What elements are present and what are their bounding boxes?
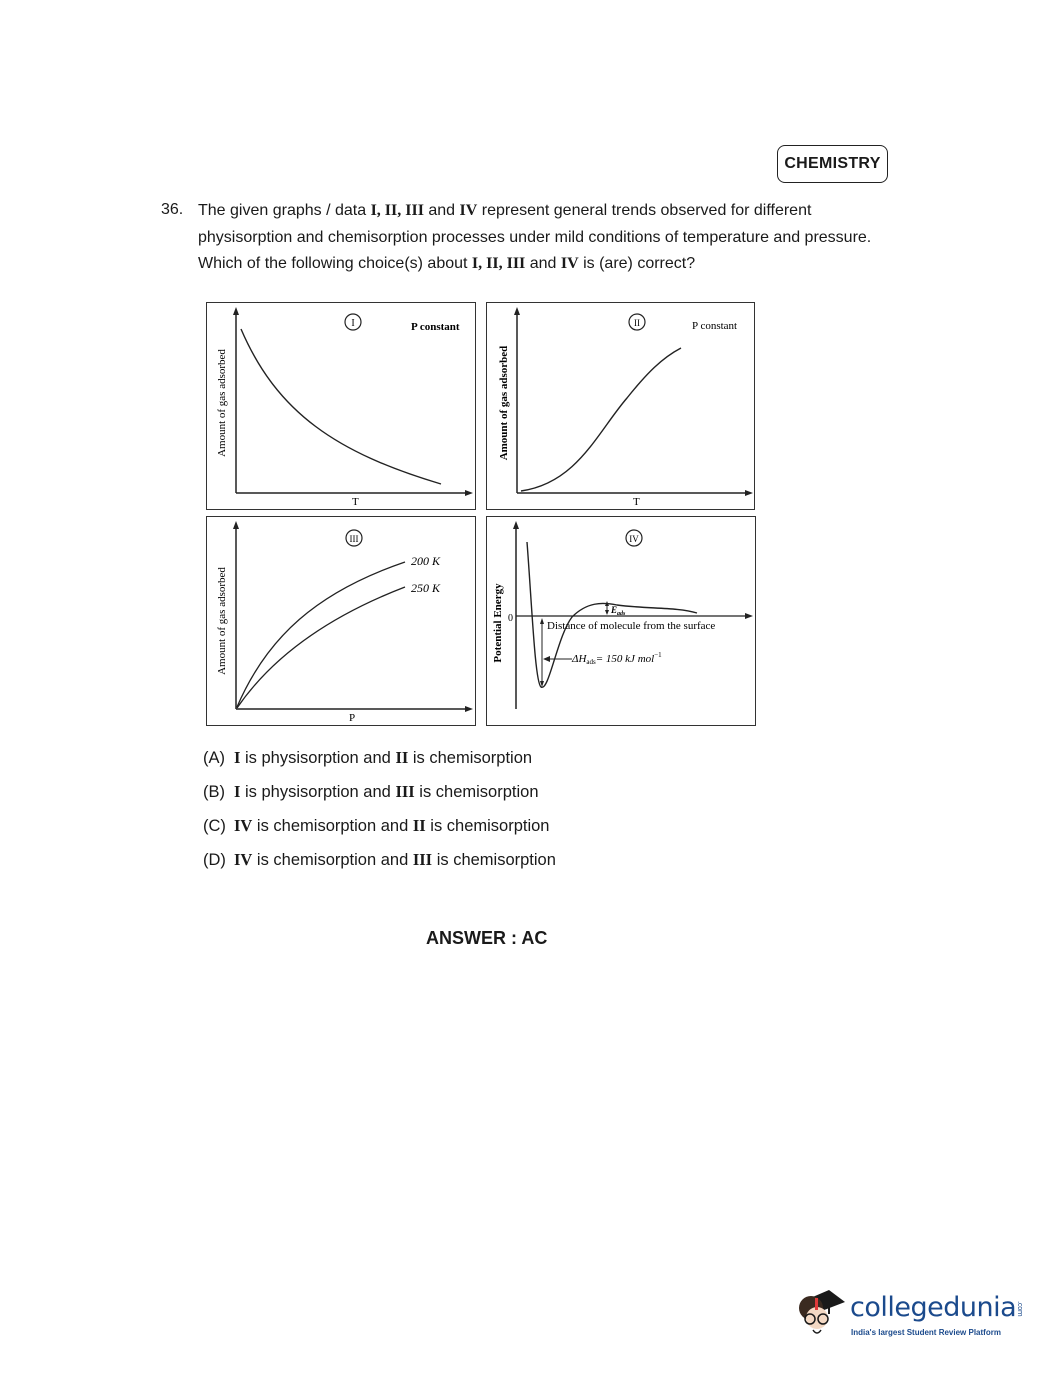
condition-label: P constant (411, 321, 460, 333)
x-axis-label: Distance of molecule from the surface (547, 620, 716, 632)
zero-label: 0 (508, 613, 513, 624)
curve-decreasing (241, 329, 441, 484)
graph-marker-label: II (634, 318, 640, 328)
curve-label-200K: 200 K (411, 554, 441, 568)
graph-iv (486, 516, 756, 726)
curve-200K (237, 562, 405, 707)
question-number: 36. (161, 201, 184, 218)
x-axis-label: P (349, 712, 356, 724)
answer: ANSWER : AC (426, 928, 548, 948)
graph-marker-label: IV (629, 534, 639, 544)
y-axis-label: Amount of gas adsorbed (216, 567, 228, 675)
option-d[interactable]: (D) IV is chemisorption and III is chemisorption (203, 850, 556, 869)
subject-tag: CHEMISTRY (777, 145, 888, 183)
y-axis-label: Amount of gas adsorbed (498, 345, 510, 461)
brand-tagline: India's largest Student Review Platform (851, 1328, 1001, 1337)
x-axis-label: T (352, 496, 359, 508)
graph-iii (206, 516, 476, 726)
graph-marker-label: I (351, 318, 355, 329)
option-a[interactable]: (A) I is physisorption and II is chemisorption (203, 748, 533, 767)
mascot-icon (795, 1280, 851, 1350)
eads-label: $E_{ads}$ (611, 605, 626, 617)
question-text: The given graphs / data I, II, III and IV represent general trends observed for different physisorption and chemisorption processes under mild conditions of temperature and pressure. Which of the following choice(s) about I, II, III and IV is (are) correct? (198, 202, 872, 272)
curve-sigmoid (521, 348, 681, 491)
graph-marker-label: III (349, 534, 359, 544)
brand-name: collegedunia.com (850, 1292, 1025, 1323)
y-axis-label: Amount of gas adsorbed (216, 349, 228, 457)
graph-i (206, 302, 476, 510)
curve-250K (237, 587, 405, 708)
option-c[interactable]: (C) IV is chemisorption and II is chemisorption (203, 816, 550, 835)
collegedunia-logo[interactable] (795, 1280, 1025, 1352)
dh-label: ΔHads= 150 kJ mol$^{-1}$ (572, 651, 662, 666)
x-axis-label: T (633, 496, 640, 508)
y-axis-label: Potential Energy (492, 583, 504, 663)
curve-label-250K: 250 K (411, 581, 441, 595)
graph-ii (486, 302, 755, 510)
option-b[interactable]: (B) I is physisorption and III is chemisorption (203, 782, 539, 801)
condition-label: P constant (692, 320, 738, 332)
